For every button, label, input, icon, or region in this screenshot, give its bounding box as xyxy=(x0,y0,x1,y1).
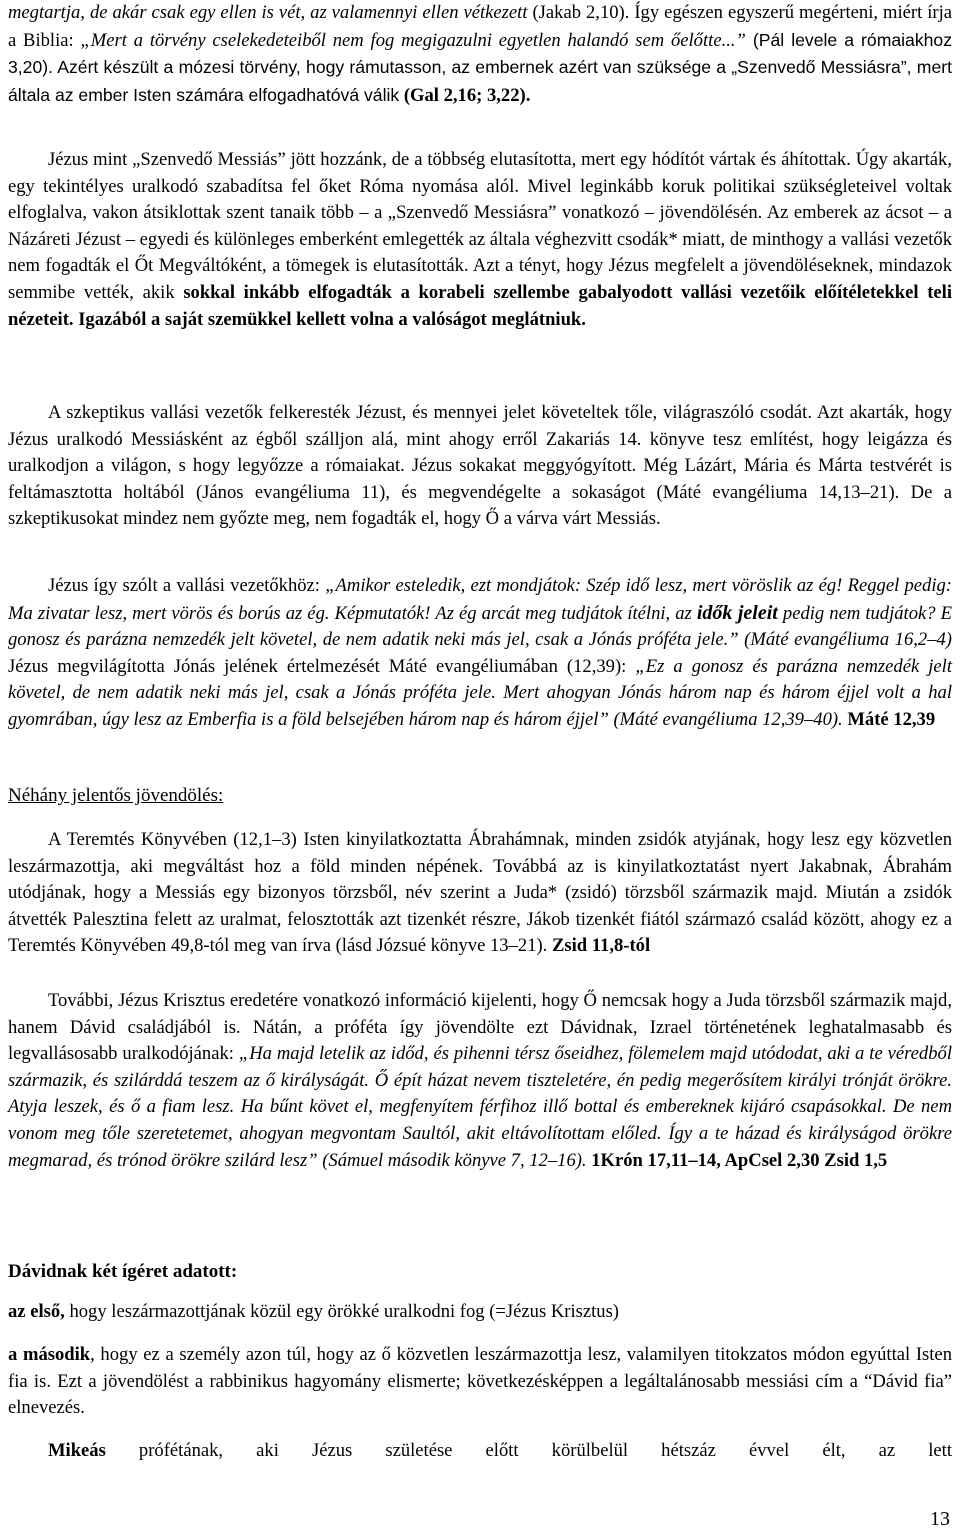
text-run: Jézus így szólt a vallási vezetőkhöz: xyxy=(48,575,326,596)
quote-samuel: „Ha majd letelik az időd, és pihenni térsz őseidhez, fölemelem majd utódodat, aki a te véredből származik, és szilárddá teszem az ő királyságát. Ő épít házat nevem tiszteletére, én pedig megerősítem királyi trónját örökre. Atyja leszek, és ő a fiam lesz. Ha bűnt követ el, megfenyítem férfihoz illő bottal és embereknek kijáró csapásokkal. De nem vonom meg tőle szeretetemet, ahogyan megvontam Saultól, akit eltávolítottam előled. Így a te házad és királyságod örökre megmarad, és trónod örökre szilárd lesz” (Sámuel második könyve 7, 12–16). xyxy=(8,1043,952,1171)
paragraph-david xyxy=(8,988,952,1174)
paragraph-genesis xyxy=(8,827,952,960)
quote-jakab: megtartja, de akár csak egy ellen is vét, az valamennyi ellen vétkezett xyxy=(8,2,528,23)
quote-romans: „Mert a törvény cselekedeteiből nem fog megigazulni egyetlen halandó sem őelőtte...” xyxy=(80,29,746,51)
label-second: a második xyxy=(8,1344,91,1365)
text-run: További, Jézus Krisztus eredetére vonatkozó információ kijelenti, hogy Ő nemcsak hogy a Juda törzsből származik majd, hanem Dávid családjából is. Nátán, a próféta így jövendölte ezt Dávidnak, Izrael történetének leghatalmasabb és legvallásosabb uralkodójának: xyxy=(8,990,952,1065)
quote-matthew-16-cont: pedig nem tudjátok? E gonosz és parázna nemzedék jelt követel, de nem adatik neki más jel, csak a Jónás próféta jele.” (Máté evangéliuma 16,2–4) xyxy=(8,602,952,651)
reference-mate: Máté 12,39 xyxy=(842,708,936,730)
text-run: A Teremtés Könyvében (12,1–3) Isten kinyilatkoztatta Ábrahámnak, minden zsidók atyjának, hogy lesz egy közvetlen leszármazottja, aki megváltást hoz a föld minden népének. Továbbá az is kinyilatkoztatást nyert Jakabnak, Ábrahám utódjának, hogy a Messiás egy bizonyos törzsből, név szerint a Juda* (zsidó) törzsből származik majd. Miután a zsidók átvették Palesztina felett az uralmat, felosztották azt tizenkét részre, Jákob tizenkét fiától származó család között, ahogy ez a Teremtés Könyvében 49,8-tól meg van írva (lásd Józsué könyve 13–21). xyxy=(8,829,952,957)
text-run: (Jakab 2,10). Így egészen egyszerű megérteni, miért írja a Biblia: xyxy=(8,2,952,51)
name-mikeas: Mikeás xyxy=(48,1440,106,1461)
heading-two-promises xyxy=(8,1258,237,1286)
text-run: A szkeptikus vallási vezetők felkeresték Jézust, és mennyei jelet követeltek tőle, világraszóló csodát. Azt akarták, hogy Jézus uralkodó Messiásként az égből szálljon alá, mint ahogy erről Zakariás 14. könyve tesz említést, hogy leigázza és uralkodjon a világon, s hogy legyőzze a rómaiakat. Jézus sokakat meggyógyított. Még Lázárt, Mária és Márta testvérét is feltámasztotta holtából (János evangéliuma 11), és megvendégelte a sokaságot (Máté evangéliuma 14,13–21). De a szkeptikusokat mindez nem győzte meg, nem fogadták el, hogy Ő a várva várt Messiás. xyxy=(8,402,952,530)
reference-zsid: Zsid 11,8-tól xyxy=(547,935,651,957)
reference-gal: (Gal 2,16; 3,22). xyxy=(399,84,531,106)
paragraph-micah xyxy=(8,1438,952,1465)
heading-prophecies xyxy=(8,782,223,810)
text-run: (Pál levele a rómaiakhoz 3,20). Azért készült a mózesi törvény, hogy rámutasson, az embernek azért van szüksége a „Szenvedő Messiásra”, mert általa az ember Isten számára elfogadhatóvá válik xyxy=(8,29,952,105)
quote-matthew-16: „Amikor esteledik, ezt mondjátok: Szép idő lesz, mert vöröslik az ég! Reggel pedig: Ma zivatar lesz, mert vörös és borús az ég. Képmutatók! Az ég arcát meg tudjátok ítélni, az xyxy=(8,575,952,624)
reference-kron: 1Krón 17,11–14, ApCsel 2,30 Zsid 1,5 xyxy=(586,1149,888,1171)
paragraph-first-promise xyxy=(8,1299,952,1326)
heading-text: Dávidnak két ígéret adatott: xyxy=(8,1261,238,1282)
text-run: Jézus megvilágította Jónás jelének értelmezését Máté evangéliumában (12,39): xyxy=(8,655,636,677)
paragraph-second-promise xyxy=(8,1342,952,1422)
page-number: 13 xyxy=(930,1508,950,1530)
paragraph-law xyxy=(8,0,952,109)
label-first: az első, xyxy=(8,1301,65,1322)
paragraph-skeptics xyxy=(8,400,952,533)
quote-matthew-12: „Ez a gonosz és parázna nemzedék jelt követel, de nem adatik neki más jel, csak a Jónás próféta jele. Mert ahogyan Jónás három nap és három éjjel volt a hal gyomrában, úgy lesz az Emberfia is a föld belsejében három nap és három éjjel” (Máté evangéliuma 12,39–40). xyxy=(8,655,952,730)
paragraph-jonah-sign xyxy=(8,573,952,734)
text-run: hogy leszármazottjának közül egy örökké uralkodni fog (=Jézus Krisztus) xyxy=(64,1301,620,1322)
paragraph-suffering-messiah xyxy=(8,147,952,333)
text-run: , hogy ez a személy azon túl, hogy az ő közvetlen leszármazottja lesz, valamilyen titokzatos módon egyúttal Isten fia is. Ezt a jövendölést a rabbinikus hagyomány elismerte; következésképpen a legáltalánosabb messiási cím a “Dávid fia” elnevezés. xyxy=(8,1344,952,1419)
text-run: Jézus mint „Szenvedő Messiás” jött hozzánk, de a többség elutasította, mert egy hódítót vártak és áhítottak. Úgy akarták, egy tekintélyes uralkodó szabadítsa fel őket Róma nyomása alól. Mivel leginkább koruk politikai szükségleteivel voltak elfoglalva, vakon átsiklottak szent tanaik több – a „Szenvedő Messiásra” vonatkozó – jövendölésén. Az emberek az ácsot – a Názáreti Jézust – egyedi és különleges emberként emlegették az általa véghezvitt csodák* miatt, de minthogy a vallási vezetők nem fogadták el Őt Megváltóként, a tömegek is elutasították. Azt a tényt, hogy Jézus megfelelt a jövendöléseknek, mindazok semmibe vették, akik xyxy=(8,149,952,303)
heading-text: Néhány jelentős jövendölés: xyxy=(8,785,224,806)
emphasis-bold: sokkal inkább elfogadták a korabeli szellembe gabalyodott vallási vezetőik előítéletekkel teli nézeteit. Igazából a saját szemükkel kellett volna a valóságot meglátniuk. xyxy=(8,281,953,330)
emphasis-signs-of-times: idők jeleit xyxy=(696,601,778,624)
text-run: prófétának, aki Jézus születése előtt körülbelül hétszáz évvel élt, az lett xyxy=(105,1440,952,1461)
